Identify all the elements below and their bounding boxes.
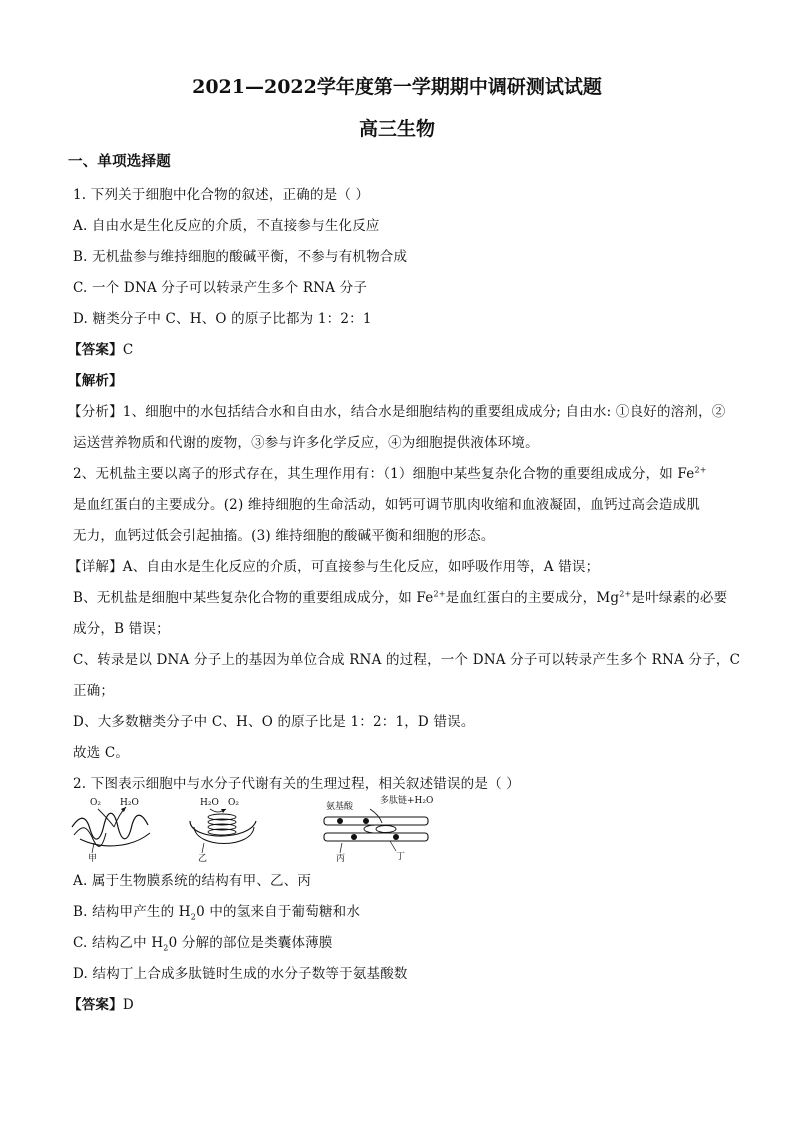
q2-option-c: [73, 931, 333, 951]
q1-option-b: B. 无机盐参与维持细胞的酸碱平衡，不参与有机物合成: [73, 249, 408, 265]
text-segment: 是血红蛋白的主要成分，Mg: [445, 590, 620, 606]
structure-jia: [72, 798, 150, 864]
q1-option-d: D. 糖类分子中 C、H、O 的原子比都为 1：2：1: [73, 311, 372, 327]
superscript: 2+: [433, 589, 446, 599]
superscript: 2+: [619, 589, 632, 599]
q1-analysis-line-3: [73, 462, 707, 482]
label-h2o-b: H₂O: [200, 798, 219, 808]
q1-detail-line-2: [73, 586, 727, 606]
answer-label: 【答案】: [68, 342, 123, 358]
q1-detail-line-3: 成分，B 错误；: [73, 621, 170, 637]
q2-answer: [68, 993, 134, 1013]
structure-bing-ding: [324, 795, 433, 864]
q1-analysis-line-2: 运送营养物质和代谢的废物，③参与许多化学反应，④为细胞提供液体环境。: [73, 435, 539, 451]
q1-answer: [68, 338, 133, 358]
q1-detail-line-1: 【详解】A、自由水是生化反应的介质，可直接参与生化反应，如呼吸作用等，A 错误；: [68, 559, 600, 575]
q2-option-d: D. 结构丁上合成多肽链时生成的水分子数等于氨基酸数: [73, 966, 408, 982]
label-yi: 乙: [198, 854, 208, 864]
label-h2o-a: H₂O: [120, 798, 139, 808]
subscript: 2: [163, 943, 169, 953]
label-o2-b: O₂: [228, 798, 239, 808]
text-segment: 0 分解的部位是类囊体薄膜: [168, 935, 333, 951]
label-jia: 甲: [88, 854, 98, 864]
label-amino: 氨基酸: [326, 802, 354, 812]
label-o2-a: O₂: [90, 798, 101, 808]
q2-option-b: [73, 900, 360, 920]
page-subtitle: 高三生物: [358, 118, 435, 140]
text-segment: 0 中的氢来自于葡萄糖和水: [196, 904, 361, 920]
q1-option-a: A. 自由水是生化反应的介质，不直接参与生化反应: [73, 218, 380, 234]
superscript: 2+: [694, 465, 707, 475]
q2-figure: [70, 795, 450, 865]
answer-label: 【答案】: [68, 997, 123, 1013]
q1-analysis-line-5: 无力，血钙过低会引起抽搐。(3) 维持细胞的酸碱平衡和细胞的形态。: [73, 528, 495, 544]
answer-value: C: [122, 342, 134, 358]
q2-option-a: A. 属于生物膜系统的结构有甲、乙、丙: [73, 873, 312, 889]
text-segment: C. 结构乙中 H: [73, 935, 164, 951]
text-segment: B、无机盐是细胞中某些复杂化合物的重要组成成分，如 Fe: [73, 590, 434, 606]
label-bing: 丙: [336, 854, 346, 864]
q1-analysis-line-4: 是血红蛋白的主要成分。(2) 维持细胞的生命活动，如钙可调节肌肉收缩和血液凝固，血钙过高会造成肌: [73, 497, 701, 513]
section-heading: 一、单项选择题: [68, 153, 171, 170]
text-segment: 2、无机盐主要以离子的形式存在，其生理作用有：（1）细胞中某些复杂化合物的重要组成成分，如 Fe: [73, 466, 695, 482]
q1-detail-line-4: C、转录是以 DNA 分子上的基因为单位合成 RNA 的过程，一个 DNA 分子可以转录产生多个 RNA 分子，C: [73, 652, 741, 668]
answer-value: D: [122, 997, 134, 1013]
text-segment: B. 结构甲产生的 H: [73, 904, 191, 920]
q1-detail-line-6: D、大多数糖类分子中 C、H、O 的原子比是 1：2：1，D 错误。: [73, 714, 475, 730]
structure-yi: [190, 798, 256, 864]
label-peptide: 多肽链+H₂O: [380, 796, 434, 806]
q1-analysis-line-1: 【分析】1、细胞中的水包括结合水和自由水，结合水是细胞结构的重要组成成分; 自由水: ①良好的溶剂，②: [68, 404, 726, 420]
q1-analysis-label: 【解析】: [68, 373, 123, 389]
q1-detail-line-7: 故选 C。: [73, 745, 130, 761]
q1-option-c: C. 一个 DNA 分子可以转录产生多个 RNA 分子: [73, 280, 368, 296]
q1-detail-line-5: 正确；: [73, 683, 115, 699]
label-ding: 丁: [396, 852, 406, 862]
page-title: 2021—2022学年度第一学期期中调研测试试题: [192, 76, 602, 98]
q1-stem: 1. 下列关于细胞中化合物的叙述，正确的是（ ）: [73, 187, 370, 203]
q2-stem: 2. 下图表示细胞中与水分子代谢有关的生理过程，相关叙述错误的是（ ）: [73, 776, 520, 792]
subscript: 2: [190, 912, 197, 922]
text-segment: 是叶绿素的必要: [631, 590, 728, 606]
